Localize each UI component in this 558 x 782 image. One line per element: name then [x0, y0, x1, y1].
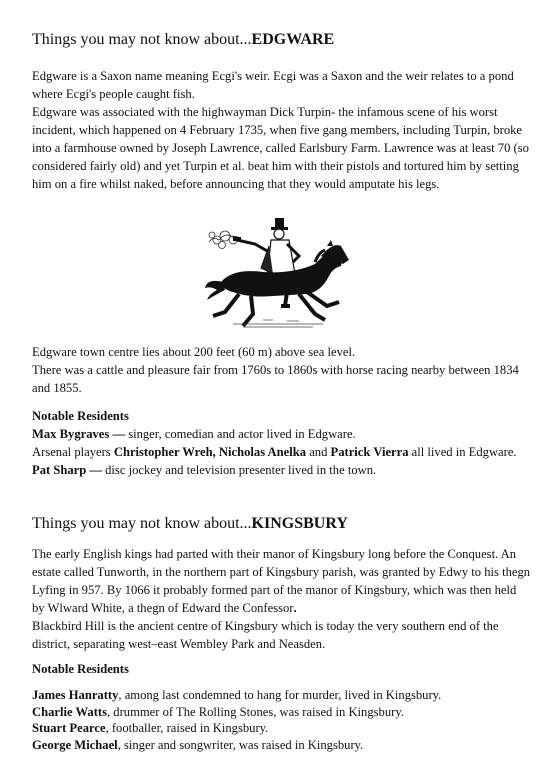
resident-name: George Michael	[32, 737, 118, 752]
edgware-resident-1	[32, 425, 532, 443]
edgware-resident-2	[32, 443, 532, 461]
resident-name: Stuart Pearce	[32, 721, 106, 735]
kingsbury-heading-name: KINGSBURY	[251, 515, 348, 532]
resident-name: Patrick Vierra	[330, 445, 409, 459]
resident-text: and	[306, 445, 331, 459]
resident-name: Pat Sharp —	[32, 463, 102, 477]
edgware-intro-p1: Edgware is a Saxon name meaning Ecgi's weir. Ecgi was a Saxon and the weir relates to a pond where Ecgi's people caught fish.	[32, 69, 514, 101]
resident-desc: singer, comedian and actor lived in Edgware.	[128, 427, 356, 441]
resident-text: Arsenal players	[32, 445, 114, 459]
kingsbury-resident-4	[32, 737, 532, 754]
edgware-intro	[32, 67, 532, 193]
edgware-heading-name: EDGWARE	[251, 31, 335, 48]
dash: —	[109, 427, 129, 441]
edgware-facts	[32, 343, 532, 397]
kingsbury-residents-title: Notable Residents	[32, 662, 129, 676]
kingsbury-resident-2	[32, 704, 532, 721]
kingsbury-resident-1	[32, 687, 532, 704]
edgware-intro-p2: Edgware was associated with the highwayman Dick Turpin- the infamous scene of his worst incident, which happened on 4 February 1735, when five gang members, including Turpin, broke into a farmhouse owned by Joseph Lawrence, called Earlsbury Farm. Lawrence was at least 70 (so considered fairly old) and yet Turpin et al. beat him with their pistols and tortured him by setting him on a fire whilst naked, before announcing that they would amputate his legs.	[32, 105, 529, 191]
kingsbury-residents	[32, 687, 532, 753]
resident-desc: disc jockey and television presenter lived in the town.	[101, 463, 377, 477]
highwayman-illustration	[203, 216, 350, 330]
resident-name: Max Bygraves	[32, 427, 110, 441]
kingsbury-resident-3	[32, 720, 532, 737]
edgware-fact-1: Edgware town centre lies about 200 feet (60 m) above sea level.	[32, 345, 356, 359]
period: .	[293, 601, 297, 615]
resident-name: Charlie Watts	[32, 704, 107, 719]
edgware-resident-3	[32, 461, 532, 479]
resident-desc: , singer and songwriter, was raised in Kingsbury.	[117, 737, 364, 752]
edgware-heading-prefix: Things you may not know about...	[32, 31, 252, 48]
edgware-heading	[32, 30, 334, 50]
resident-desc: , drummer of The Rolling Stones, was raised in Kingsbury.	[106, 704, 404, 719]
edgware-residents-title: Notable Residents	[32, 409, 129, 423]
kingsbury-history	[32, 545, 532, 653]
kingsbury-p2: Blackbird Hill is the ancient centre of Kingsbury which is today the very southern end of the district, separating west–east Wembley Park and Neasden.	[32, 619, 499, 651]
resident-names: Christopher Wreh, Nicholas Anelka	[113, 445, 307, 459]
kingsbury-p1	[32, 545, 532, 617]
resident-text: all lived in Edgware.	[408, 445, 517, 459]
kingsbury-heading	[32, 514, 348, 534]
resident-desc: , footballer, raised in Kingsbury.	[105, 721, 269, 735]
edgware-residents	[32, 407, 532, 479]
resident-name: James Hanratty	[32, 688, 119, 702]
kingsbury-heading-prefix: Things you may not know about...	[32, 515, 252, 532]
edgware-fact-2: There was a cattle and pleasure fair from 1760s to 1860s with horse racing nearby between 1834 and 1855.	[32, 363, 519, 395]
kingsbury-p1-text: The early English kings had parted with their manor of Kingsbury long before the Conquest. An estate called Tunworth, in the northern part of Kingsbury parish, was granted by Edwy to his thegn Lyfing in 957. By 1066 it probably formed part of the manor of Kingsbury, which was then held by Wlward White, a thegn of Edward the Confessor	[32, 547, 531, 615]
resident-desc: , among last condemned to hang for murder, lived in Kingsbury.	[118, 688, 442, 702]
kingsbury-residents-title-block	[32, 660, 532, 678]
